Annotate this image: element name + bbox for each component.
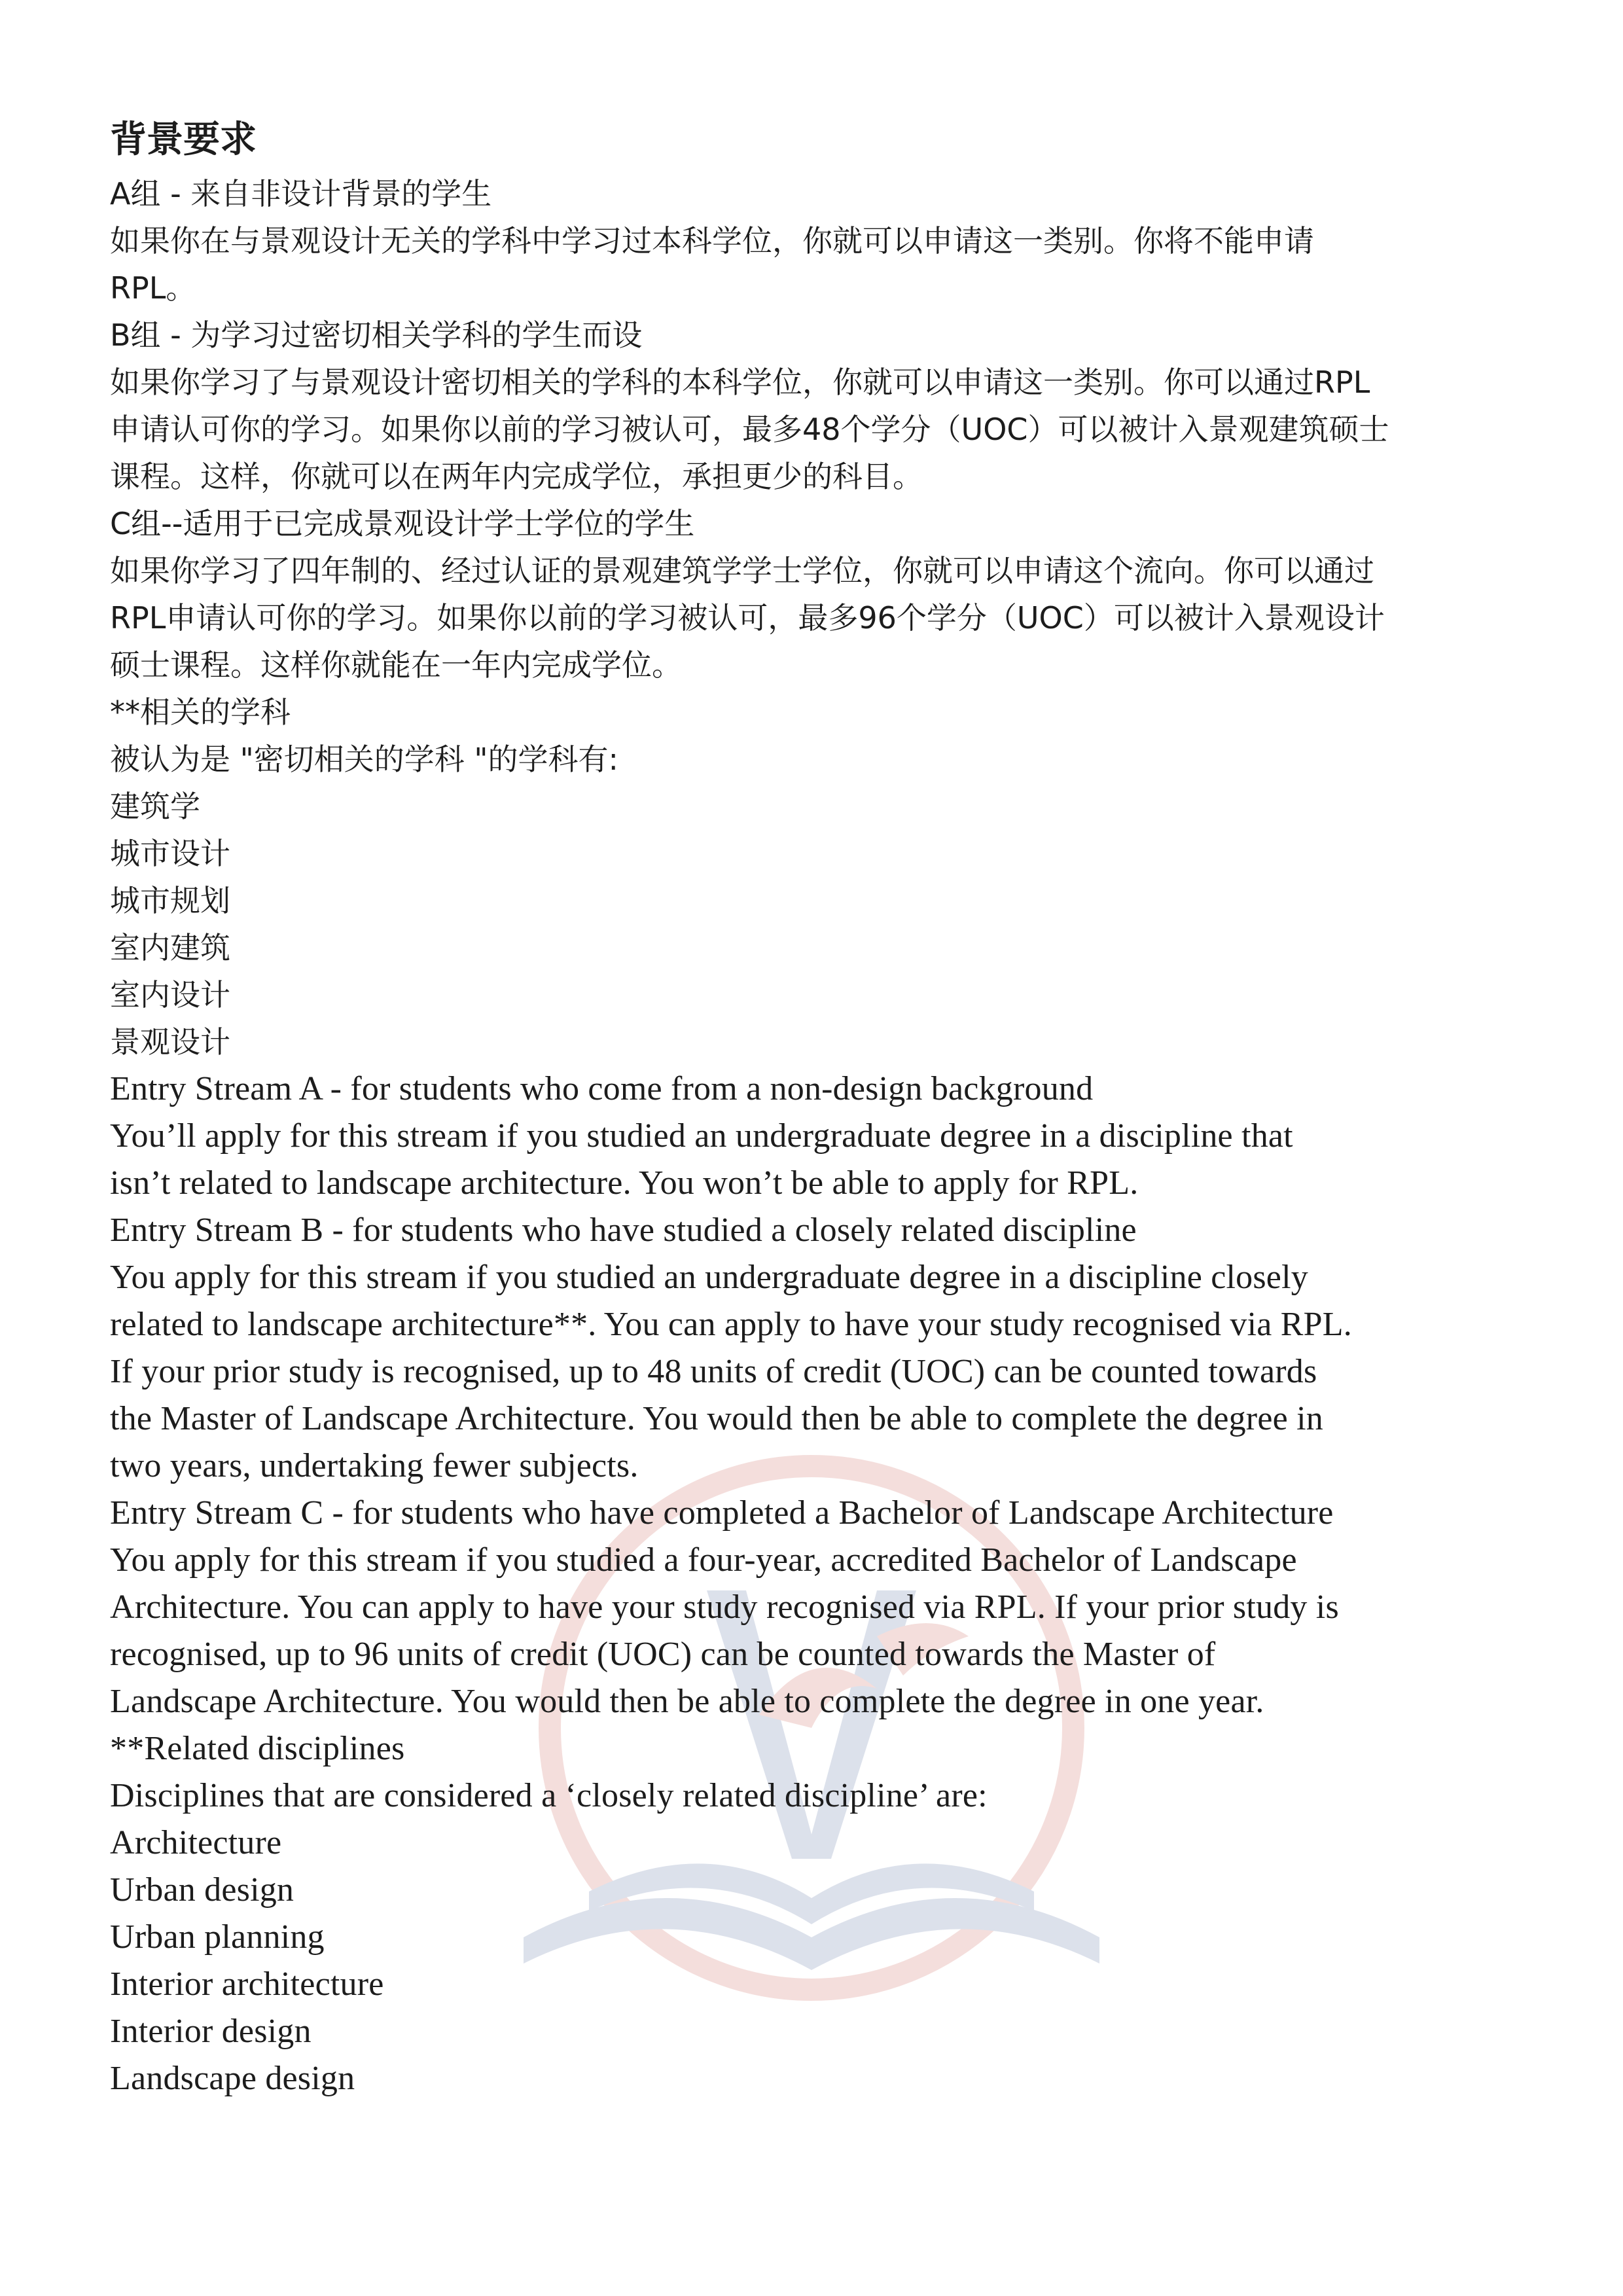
text-line: 如果你在与景观设计无关的学科中学习过本科学位，你就可以申请这一类别。你将不能申请: [110, 223, 1314, 259]
list-item: 建筑学: [110, 789, 200, 824]
text-line: 被认为是 "密切相关的学科 "的学科有:: [110, 742, 619, 777]
list-item: Interior design: [110, 2013, 312, 2050]
text-line: RPL申请认可你的学习。如果你以前的学习被认可，最多96个学分（UOC）可以被计入景观设计: [110, 600, 1385, 636]
text-line: C组--适用于已完成景观设计学士学位的学生: [110, 506, 695, 541]
list-item: 城市设计: [110, 836, 230, 871]
text-line: Disciplines that are considered a ‘closely related discipline’ are:: [110, 1777, 988, 1814]
text-line: Entry Stream A - for students who come from a non-design background: [110, 1070, 1094, 1107]
text-line: Architecture. You can apply to have your study recognised via RPL. If your prior study is: [110, 1588, 1339, 1626]
text-line: Entry Stream C - for students who have completed a Bachelor of Landscape Architecture: [110, 1494, 1334, 1532]
text-line: 如果你学习了与景观设计密切相关的学科的本科学位，你就可以申请这一类别。你可以通过RPL: [110, 365, 1370, 400]
text-line: You apply for this stream if you studied a four-year, accredited Bachelor of Landscape: [110, 1541, 1297, 1579]
text-line: If your prior study is recognised, up to 48 units of credit (UOC) can be counted towards: [110, 1353, 1317, 1390]
text-line: RPL。: [110, 270, 196, 306]
document-body: [110, 110, 1550, 2102]
text-line: **相关的学科: [110, 694, 291, 730]
text-line: 硕士课程。这样你就能在一年内完成学位。: [110, 647, 682, 683]
text-line: You’ll apply for this stream if you studied an undergraduate degree in a discipline that: [110, 1117, 1293, 1155]
text-line: 课程。这样，你就可以在两年内完成学位，承担更少的科目。: [110, 459, 923, 494]
text-line: **Related disciplines: [110, 1730, 405, 1767]
text-line: You apply for this stream if you studied an undergraduate degree in a discipline closely: [110, 1259, 1308, 1296]
list-item: Urban design: [110, 1871, 294, 1909]
english-section: [110, 1066, 1550, 2102]
text-line: related to landscape architecture**. You can apply to have your study recognised via RPL.: [110, 1306, 1352, 1343]
text-line: recognised, up to 96 units of credit (UOC) can be counted towards the Master of: [110, 1636, 1216, 1673]
text-line: Landscape Architecture. You would then be able to complete the degree in one year.: [110, 1683, 1264, 1720]
text-line: isn’t related to landscape architecture. You won’t be able to apply for RPL.: [110, 1164, 1139, 1202]
page-title: 背景要求: [110, 118, 257, 161]
list-item: 室内建筑: [110, 930, 230, 965]
text-line: Entry Stream B - for students who have studied a closely related discipline: [110, 1211, 1137, 1249]
text-line: the Master of Landscape Architecture. You would then be able to complete the degree in: [110, 1400, 1323, 1437]
text-line: 如果你学习了四年制的、经过认证的景观建筑学学士学位，你就可以申请这个流向。你可以通过: [110, 553, 1374, 588]
text-line: A组 - 来自非设计背景的学生: [110, 176, 492, 211]
list-item: Urban planning: [110, 1918, 325, 1956]
list-item: Interior architecture: [110, 1965, 384, 2003]
list-item: 室内设计: [110, 977, 230, 1013]
list-item: 景观设计: [110, 1024, 230, 1060]
list-item: 城市规划: [110, 883, 230, 918]
text-line: two years, undertaking fewer subjects.: [110, 1447, 639, 1484]
list-item: Landscape design: [110, 2060, 355, 2097]
list-item: Architecture: [110, 1824, 282, 1861]
chinese-section: [110, 170, 1550, 1066]
text-line: B组 - 为学习过密切相关学科的学生而设: [110, 317, 643, 353]
text-line: 申请认可你的学习。如果你以前的学习被认可，最多48个学分（UOC）可以被计入景观建筑硕士: [110, 412, 1389, 447]
